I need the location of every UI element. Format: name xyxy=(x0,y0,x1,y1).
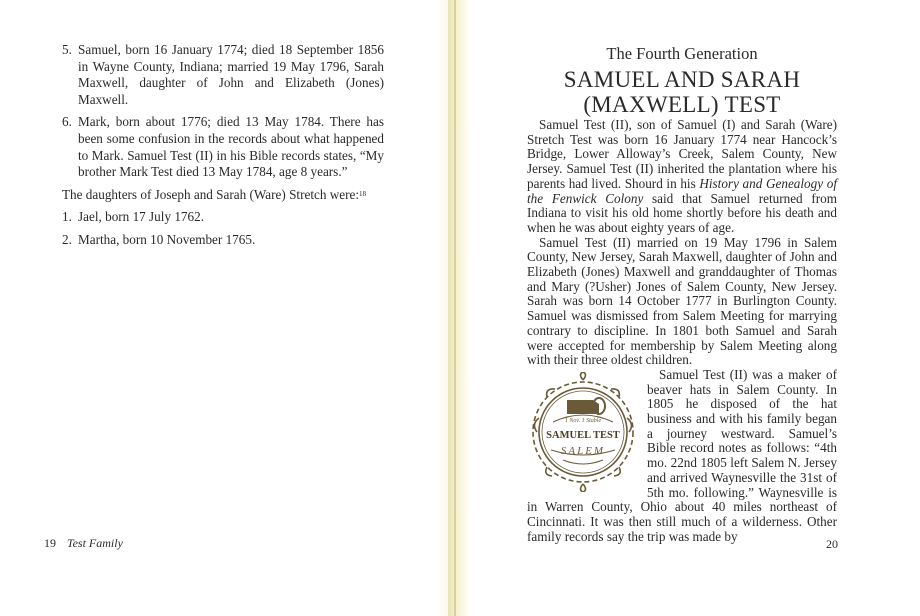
paragraph-text: Samuel Test (II), son of Samuel (I) and Sarah (Ware) Stretch Test was born 16 January 1774 near Hancock’s Bridge, Lower Alloway’s Creek, Salem County, New Jersey. Samuel Test (II) inherited the plantation where his parents had lived. Shourd in his xyxy=(527,117,837,191)
chapter-title-line1: SAMUEL AND SARAH xyxy=(563,67,801,92)
running-title: Test Family xyxy=(67,536,123,550)
paragraph: Samuel Test (II) was a maker of beaver hats in Salem County. In 1805 he disposed of the hat business and with his family began a journey westward. Samuel’s Bible record notes as follows: “4th mo. 22nd 1805 left Salem N. Jersey and arrived Waynesville the 31st of 5th mo. following.” Waynesville is in Warren County, Ohio about 40 miles northeast of Cincinnati. It was then still much of a wilderness. Other family records say the trip was made by xyxy=(527,366,837,544)
gutter-fold-line xyxy=(454,0,456,616)
item-text: Jael, born 17 July 1762. xyxy=(78,209,205,225)
seal-name-text: SAMUEL TEST xyxy=(546,429,620,441)
item-text: Samuel, born 16 January 1774; died 18 September 1856 in Wayne County, Indiana; married 19 May 1796, Sarah Maxwell, daughter of John and Elizabeth (Jones) Maxwell. xyxy=(78,42,384,107)
daughters-intro-text: The daughters of Joseph and Sarah (Ware) Stretch were: xyxy=(62,186,360,202)
paragraph xyxy=(527,118,837,236)
list-item xyxy=(62,42,384,108)
seal-banner-text: 1 Nov. 1 Stable xyxy=(564,417,602,424)
chapter-subtitle: The Fourth Generation xyxy=(606,44,758,63)
paragraph-text: said that Samuel returned from Indiana to visit his old home shortly before his death and when he was about eighty years of age. xyxy=(527,190,837,235)
right-page-text xyxy=(527,44,837,544)
item-number: 1. xyxy=(62,209,72,225)
seal-emblem-icon xyxy=(527,372,639,492)
left-page xyxy=(0,0,448,616)
list-item xyxy=(62,232,384,249)
item-number: 5. xyxy=(62,42,72,57)
daughters-intro xyxy=(62,187,384,204)
paragraph: Samuel Test (II) married on 19 May 1796 in Salem County, New Jersey, Sarah Maxwell, daughter of John and Elizabeth (Jones) Maxwell and granddaughter of Thomas and Mary (?Usher) Jones of Salem County, New Jersey. Sarah was born 14 October 1777 in Burlington County. Samuel was dismissed from Salem Meeting for marrying contrary to discipline. In 1801 both Samuel and Sarah were accepted for membership by Salem Meeting along with their three oldest children. xyxy=(527,234,837,368)
item-number: 2. xyxy=(62,231,72,247)
book-gutter xyxy=(448,0,470,616)
left-page-text xyxy=(62,42,384,255)
list-item xyxy=(62,114,384,180)
page-number: 19 xyxy=(44,536,56,550)
book-title: History and Genealogy of the Fenwick Colony xyxy=(527,175,837,206)
seal-place-text: SALEM xyxy=(560,444,606,457)
list-item xyxy=(62,209,384,226)
left-page-edge xyxy=(436,0,448,616)
right-folio-page-number: 20 xyxy=(826,537,838,551)
footnote-ref: 18 xyxy=(359,189,367,198)
item-text: Martha, born 10 November 1765. xyxy=(78,231,256,247)
left-folio xyxy=(44,536,123,551)
chapter-title-line2: (MAXWELL) TEST xyxy=(583,92,781,117)
item-number: 6. xyxy=(62,114,72,130)
item-text: Mark, born about 1776; died 13 May 1784. There has been some confusion in the records about what happened to Mark. Samuel Test (II) in his Bible records states, “My brother Mark Test died 13 May 1784, age 8 years.” xyxy=(78,114,384,180)
samuel-test-seal-image xyxy=(527,372,639,492)
